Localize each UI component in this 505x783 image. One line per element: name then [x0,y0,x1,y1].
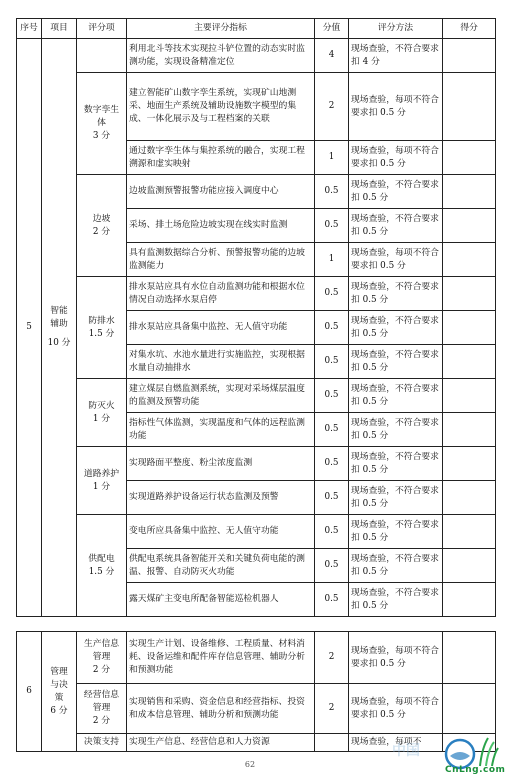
group-score: 1 分 [92,413,111,424]
header-indicator: 主要评分指标 [127,19,315,39]
watermark-site: CnLng.com [445,765,505,775]
project-score: 10 分 [47,338,71,348]
indicator-cell: 利用北斗等技术实现拉斗铲位置的动态实时监测功能，实现设备精准定位 [127,39,315,73]
method-cell: 现场查验，不符合要求扣 0.5 分 [349,209,443,243]
indicator-cell: 排水泵站应具有水位自动监测功能和根据水位情况自动选择水泵启停 [127,277,315,311]
got-cell [443,549,496,583]
group-score: 2 分 [92,716,111,726]
group-cell [77,175,127,277]
project-cell [42,632,77,752]
indicator-cell: 实现生产计划、设备维修、工程质量、材料消耗、设备运维和配件库存信息管理、辅助分析和预测功能 [127,632,315,684]
score-cell: 0.5 [315,413,349,447]
indicator-cell: 对集水坑、水池水量进行实施监控，实现根据水量自动抽排水 [127,345,315,379]
method-cell: 现场查验，不符合要求扣 0.5 分 [349,277,443,311]
group-score: 1.5 分 [88,328,115,339]
got-cell [443,345,496,379]
table-row [17,632,496,684]
header-score: 分值 [315,19,349,39]
page-number: 62 [244,760,256,769]
method-cell: 现场查验，不符合要求扣 0.5 分 [349,379,443,413]
header-seq: 序号 [17,19,42,39]
scoring-table-continued [16,631,496,752]
score-cell: 0.5 [315,515,349,549]
method-cell: 现场查验，每项不 [349,734,443,752]
group-label: 防灭火 [88,400,115,411]
got-cell [443,39,496,73]
table-row [17,39,496,73]
score-cell: 0.5 [315,379,349,413]
table-row [17,734,496,752]
method-cell: 现场查验，不符合要求扣 0.5 分 [349,311,443,345]
group-score: 3 分 [92,131,111,141]
table-row [17,277,496,311]
method-cell: 现场查验，不符合要求扣 0.5 分 [349,515,443,549]
got-cell [443,379,496,413]
got-cell [443,243,496,277]
project-label: 辅助 [50,319,68,329]
indicator-cell: 具有监测数据综合分析、预警报警功能的边坡监测能力 [127,243,315,277]
indicator-cell: 露天煤矿主变电所配备智能巡检机器人 [127,583,315,617]
indicator-cell: 实现道路养护设备运行状态监测及预警 [127,481,315,515]
indicator-cell: 边坡监测预警报警功能应接入调度中心 [127,175,315,209]
score-cell: 2 [315,684,349,734]
score-cell: 4 [315,39,349,73]
method-cell: 现场查验，每项不符合要求扣 0.5 分 [349,243,443,277]
project-label: 管理 [50,666,68,677]
got-cell [443,277,496,311]
got-cell [443,684,496,734]
indicator-cell: 实现路面平整度、粉尘浓度监测 [127,447,315,481]
table-row [17,447,496,481]
header-item: 项目 [42,19,77,39]
got-cell [443,175,496,209]
group-score: 2 分 [92,665,111,675]
score-cell: 0.5 [315,175,349,209]
project-label: 策 [54,692,64,703]
score-cell: 0.5 [315,481,349,515]
score-cell: 0.5 [315,277,349,311]
method-cell: 现场查验，不符合要求扣 4 分 [349,39,443,73]
method-cell: 现场查验，每项不符合要求扣 0.5 分 [349,73,443,141]
project-cell [42,39,77,617]
group-label: 道路养护 [83,468,120,479]
group-label: 数字孪生 [83,105,120,115]
group-label: 供配电 [88,553,115,564]
scoring-table [16,18,496,617]
score-cell [315,734,349,752]
group-label: 经营信息 [83,690,120,700]
group-score: 2 分 [92,226,111,237]
group-cell [77,515,127,617]
score-cell: 0.5 [315,447,349,481]
table-row [17,73,496,141]
got-cell [443,583,496,617]
method-cell: 现场查验，每项不符合要求扣 0.5 分 [349,632,443,684]
seq-cell: 5 [17,39,42,617]
project-score: 6 分 [50,705,68,716]
got-cell [443,447,496,481]
score-cell: 2 [315,73,349,141]
group-score: 1.5 分 [88,566,115,577]
group-cell [77,379,127,447]
score-cell: 0.5 [315,583,349,617]
table-header-row [17,19,496,39]
method-cell: 现场查验，不符合要求扣 0.5 分 [349,175,443,209]
group-label: 管理 [92,652,111,662]
score-cell: 0.5 [315,549,349,583]
project-label: 与决 [50,679,68,690]
group-label: 边坡 [92,213,111,224]
method-cell: 现场查验，不符合要求扣 0.5 分 [349,345,443,379]
indicator-cell: 排水泵站应具备集中监控、无人值守功能 [127,311,315,345]
group-score: 1 分 [92,481,111,492]
indicator-cell: 采场、排土场危险边坡实现在线实时监测 [127,209,315,243]
group-label: 体 [97,118,106,128]
method-cell: 现场查验，不符合要求扣 0.5 分 [349,481,443,515]
group-cell [77,447,127,515]
method-cell: 现场查验，每项不符合要求扣 0.5 分 [349,141,443,175]
table-row [17,175,496,209]
score-cell: 1 [315,243,349,277]
watermark-label: 中国 [392,743,420,759]
group-label: 管理 [92,703,111,713]
got-cell [443,209,496,243]
method-cell: 现场查验，不符合要求扣 0.5 分 [349,413,443,447]
score-cell: 1 [315,141,349,175]
score-cell: 0.5 [315,209,349,243]
indicator-cell: 指标性气体监测，实现温度和气体的远程监测功能 [127,413,315,447]
got-cell [443,481,496,515]
header-got: 得分 [443,19,496,39]
got-cell [443,73,496,141]
indicator-cell: 建立智能矿山数字孪生系统，实现矿山地测采、地面生产系统及辅助设施数字模型的集成、一体化展示及与工程档案的关联 [127,73,315,141]
seq-cell: 6 [17,632,42,752]
score-cell: 0.5 [315,345,349,379]
group-cell [77,277,127,379]
group-cell [77,632,127,684]
table-row [17,379,496,413]
got-cell [443,515,496,549]
score-cell: 2 [315,632,349,684]
got-cell [443,413,496,447]
indicator-cell: 通过数字孪生体与集控系统的融合，实现工程溯源和虚实映射 [127,141,315,175]
method-cell: 现场查验，不符合要求扣 0.5 分 [349,447,443,481]
group-label: 防排水 [88,315,115,326]
group-cell [77,684,127,734]
indicator-cell: 建立煤层自燃监测系统，实现对采场煤层温度的监测及预警功能 [127,379,315,413]
indicator-cell: 变电所应具备集中监控、无人值守功能 [127,515,315,549]
group-cell: 决策支持 [77,734,127,752]
group-label: 生产信息 [83,639,120,649]
group-cell [77,73,127,175]
indicator-cell: 供配电系统具备智能开关和关键负荷电能的测温、报警、自动防灭火功能 [127,549,315,583]
got-cell [443,311,496,345]
group-cell [77,39,127,73]
score-cell: 0.5 [315,311,349,345]
table-row [17,515,496,549]
project-label: 智能 [50,306,68,316]
method-cell: 现场查验，不符合要求扣 0.5 分 [349,549,443,583]
indicator-cell: 实现销售和采购、资金信息和经营指标、投资和成本信息管理、辅助分析和预测功能 [127,684,315,734]
got-cell [443,141,496,175]
header-eval-item: 评分项 [77,19,127,39]
header-method: 评分方法 [349,19,443,39]
indicator-cell: 实现生产信息、经营信息和人力资源 [127,734,315,752]
got-cell [443,632,496,684]
method-cell: 现场查验，不符合要求扣 0.5 分 [349,583,443,617]
table-row [17,684,496,734]
method-cell: 现场查验，每项不符合要求扣 0.5 分 [349,684,443,734]
